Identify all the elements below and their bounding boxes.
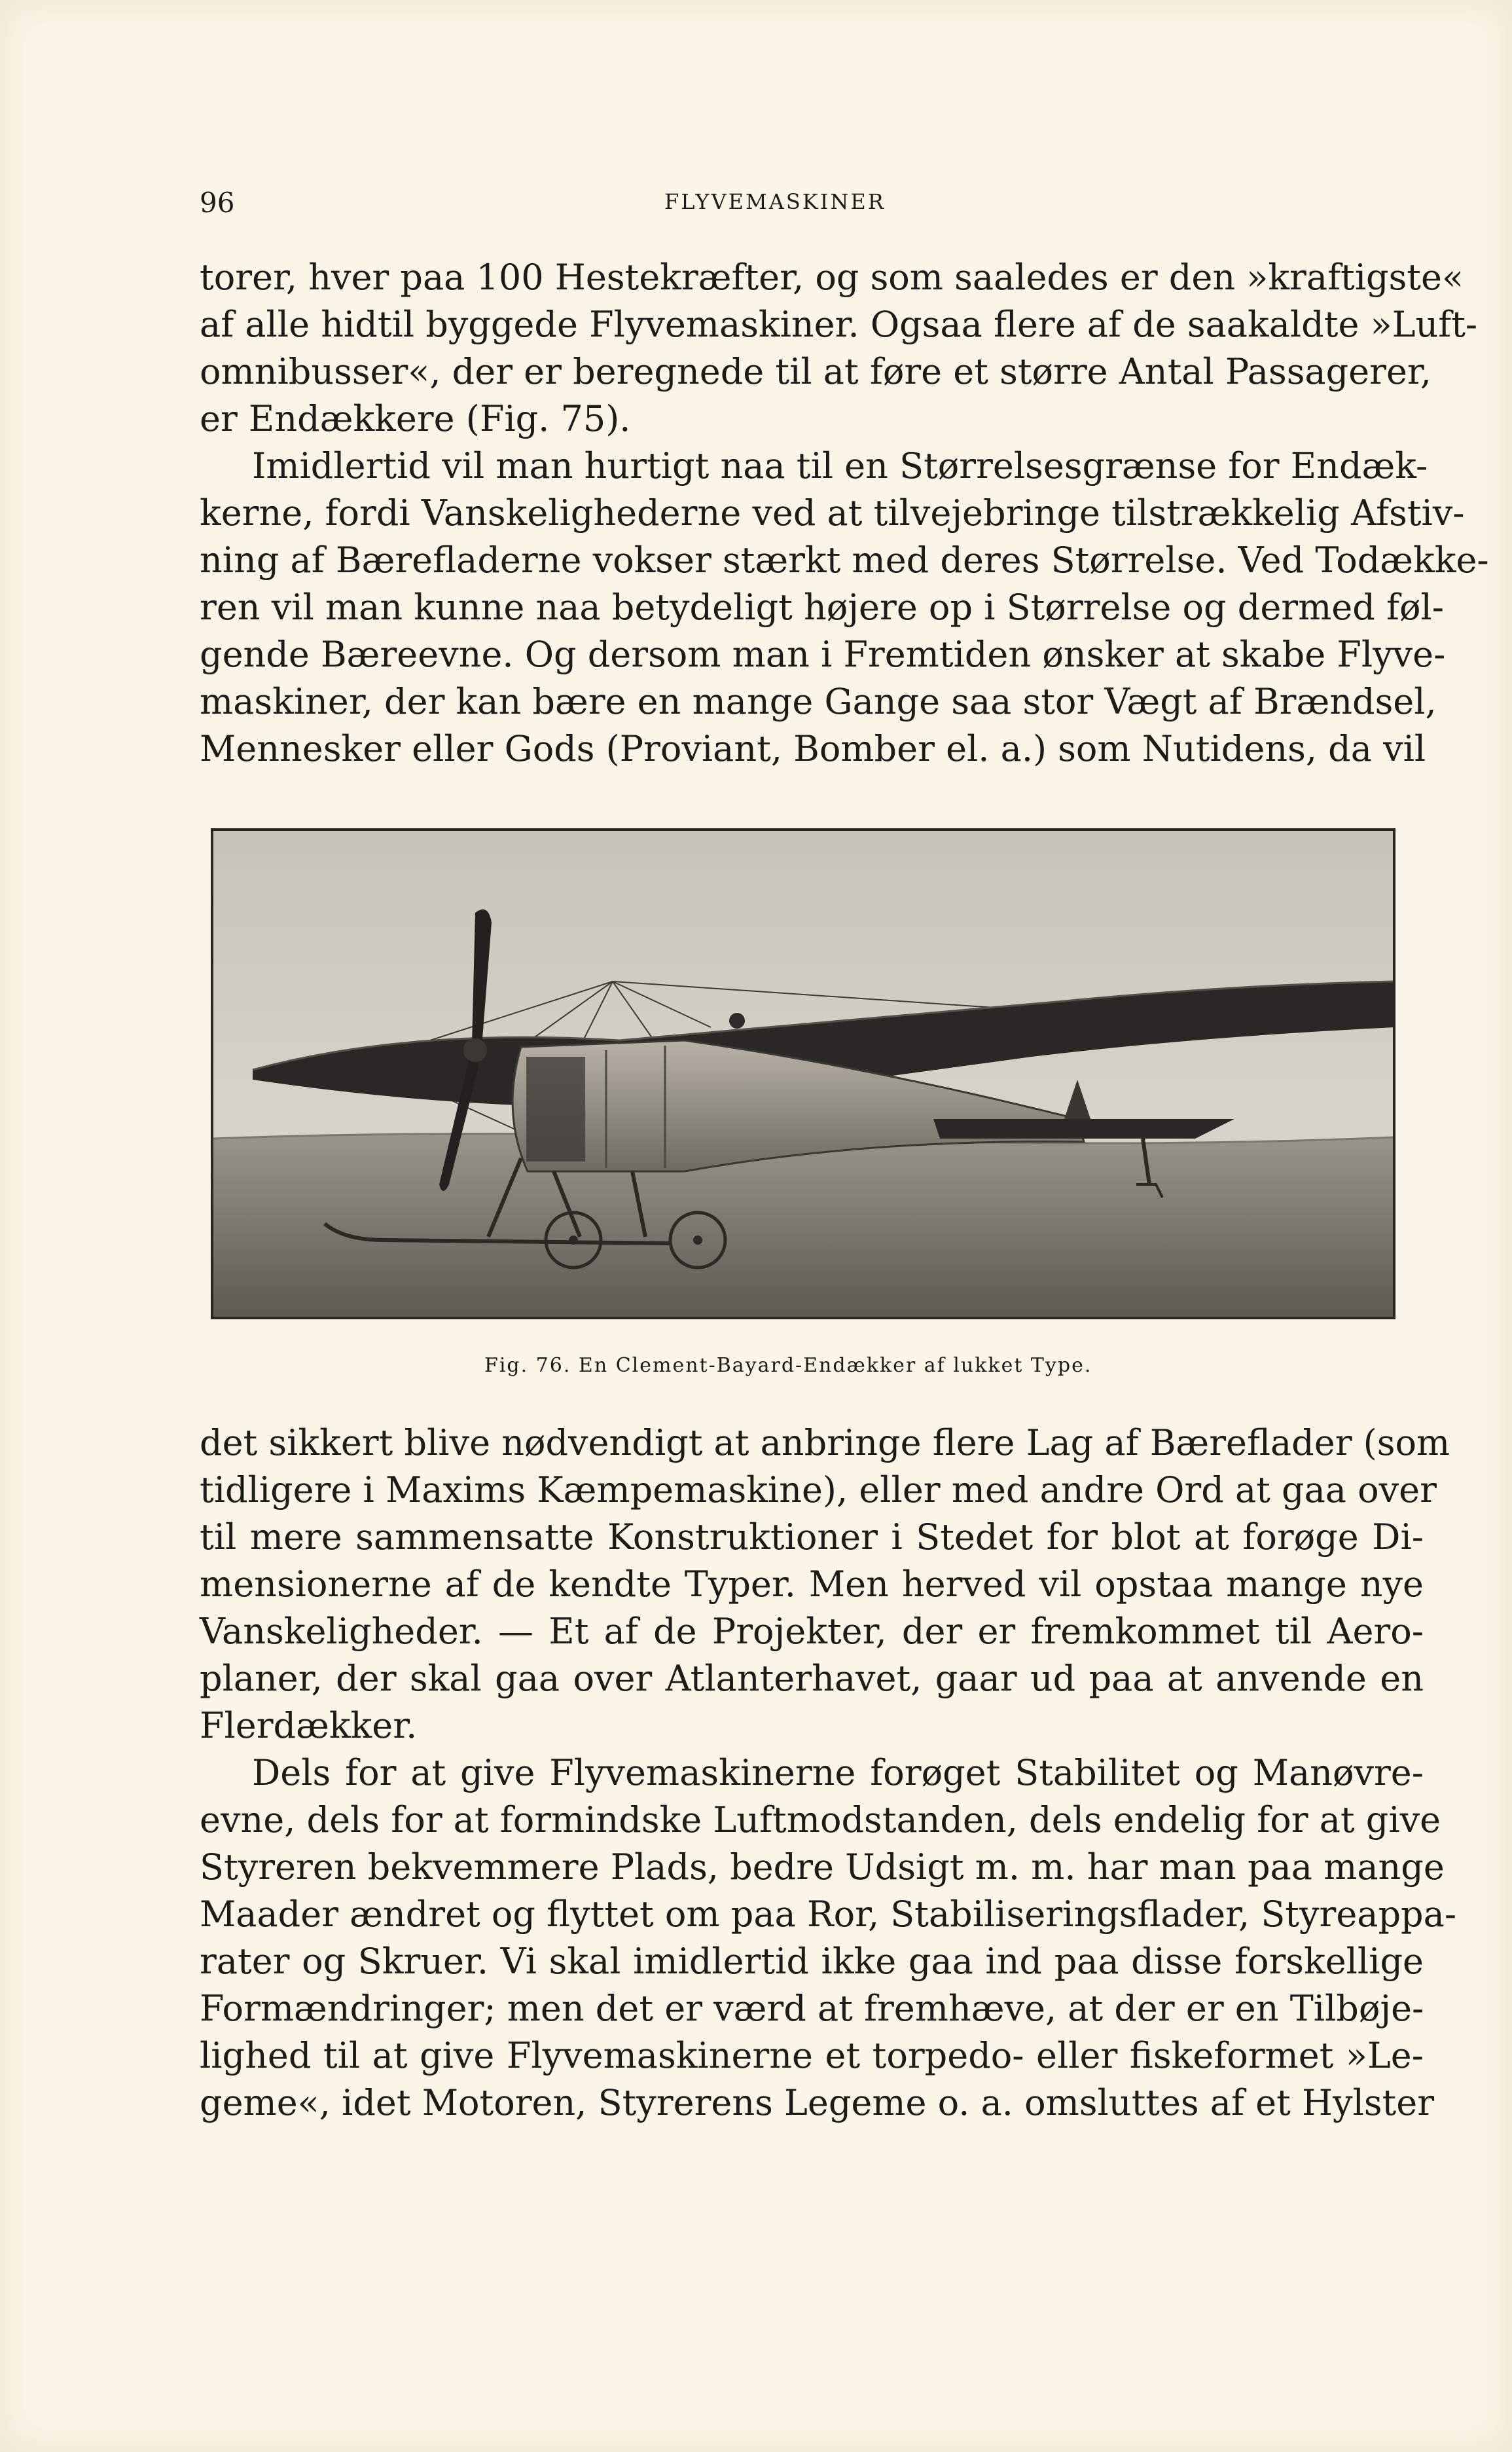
text-line: torer, hver paa 100 Hestekræfter, og som saaledes er den »kraftigste«: [200, 257, 1464, 298]
body-text-top: [200, 254, 1489, 773]
text-line: omnibusser«, der er beregnede til at føre et større Antal Passagerer,: [200, 351, 1431, 392]
text-line: ren vil man kunne naa betydeligt højere op i Størrelse og dermed føl-: [200, 587, 1444, 628]
text-line: evne, dels for at formindske Luftmodstanden, dels endelig for at give: [200, 1799, 1441, 1840]
text-line: geme«, idet Motoren, Styrerens Legeme o. a. omsluttes af et Hylster: [200, 2082, 1435, 2123]
text-line: ning af Bærefladerne vokser stærkt med deres Størrelse. Ved Todække-: [200, 540, 1489, 581]
text-line: gende Bæreevne. Og dersom man i Fremtiden ønsker at skabe Flyve-: [200, 634, 1446, 675]
text-line: lighed til at give Flyvemaskinerne et torpedo- eller fiskeformet »Le-: [200, 2035, 1424, 2076]
text-line: til mere sammensatte Konstruktioner i Stedet for blot at forøge Di-: [200, 1516, 1424, 1558]
text-line: det sikkert blive nødvendigt at anbringe flere Lag af Bæreflader (som: [200, 1422, 1450, 1463]
text-line: Formændringer; men det er værd at fremhæve, at der er en Tilbøje-: [200, 1988, 1424, 2029]
page-number: 96: [200, 187, 235, 219]
figure-photo-monoplane: [211, 828, 1395, 1319]
text-line: kerne, fordi Vanskelighederne ved at tilvejebringe tilstrækkelig Afstiv-: [200, 492, 1465, 534]
text-line: maskiner, der kan bære en mange Gange saa stor Vægt af Brændsel,: [200, 681, 1437, 722]
text-line: af alle hidtil byggede Flyvemaskiner. Ogsaa flere af de saakaldte »Luft-: [200, 304, 1478, 345]
text-line: Imidlertid vil man hurtigt naa til en Størrelsesgrænse for Endæk-: [252, 445, 1428, 486]
text-line: mensionerne af de kendte Typer. Men herved vil opstaa mange nye: [200, 1564, 1424, 1605]
figure-caption: Fig. 76. En Clement-Bayard-Endækker af lukket Type.: [484, 1354, 1092, 1377]
text-line: planer, der skal gaa over Atlanterhavet, gaar ud paa at anvende en: [200, 1658, 1424, 1699]
running-title: FLYVEMASKINER: [664, 189, 886, 214]
text-line: Styreren bekvemmere Plads, bedre Udsigt m. m. har man paa mange: [200, 1846, 1445, 1888]
text-line: Flerdækker.: [200, 1705, 418, 1746]
body-text-bottom: [200, 1419, 1457, 2127]
text-line: Maader ændret og flyttet om paa Ror, Stabiliseringsflader, Styreappa-: [200, 1894, 1457, 1935]
running-head: [200, 187, 1312, 219]
text-line: rater og Skruer. Vi skal imidlertid ikke gaa ind paa disse forskellige: [200, 1941, 1424, 1982]
text-line: tidligere i Maxims Kæmpemaskine), eller med andre Ord at gaa over: [200, 1469, 1437, 1510]
text-line: Dels for at give Flyvemaskinerne forøget Stabilitet og Manøvre-: [252, 1752, 1424, 1793]
text-line: Vanskeligheder. — Et af de Projekter, der er fremkommet til Aero-: [200, 1611, 1424, 1652]
text-line: er Endækkere (Fig. 75).: [200, 398, 631, 439]
text-line: Mennesker eller Gods (Proviant, Bomber el. a.) som Nutidens, da vil: [200, 728, 1426, 769]
